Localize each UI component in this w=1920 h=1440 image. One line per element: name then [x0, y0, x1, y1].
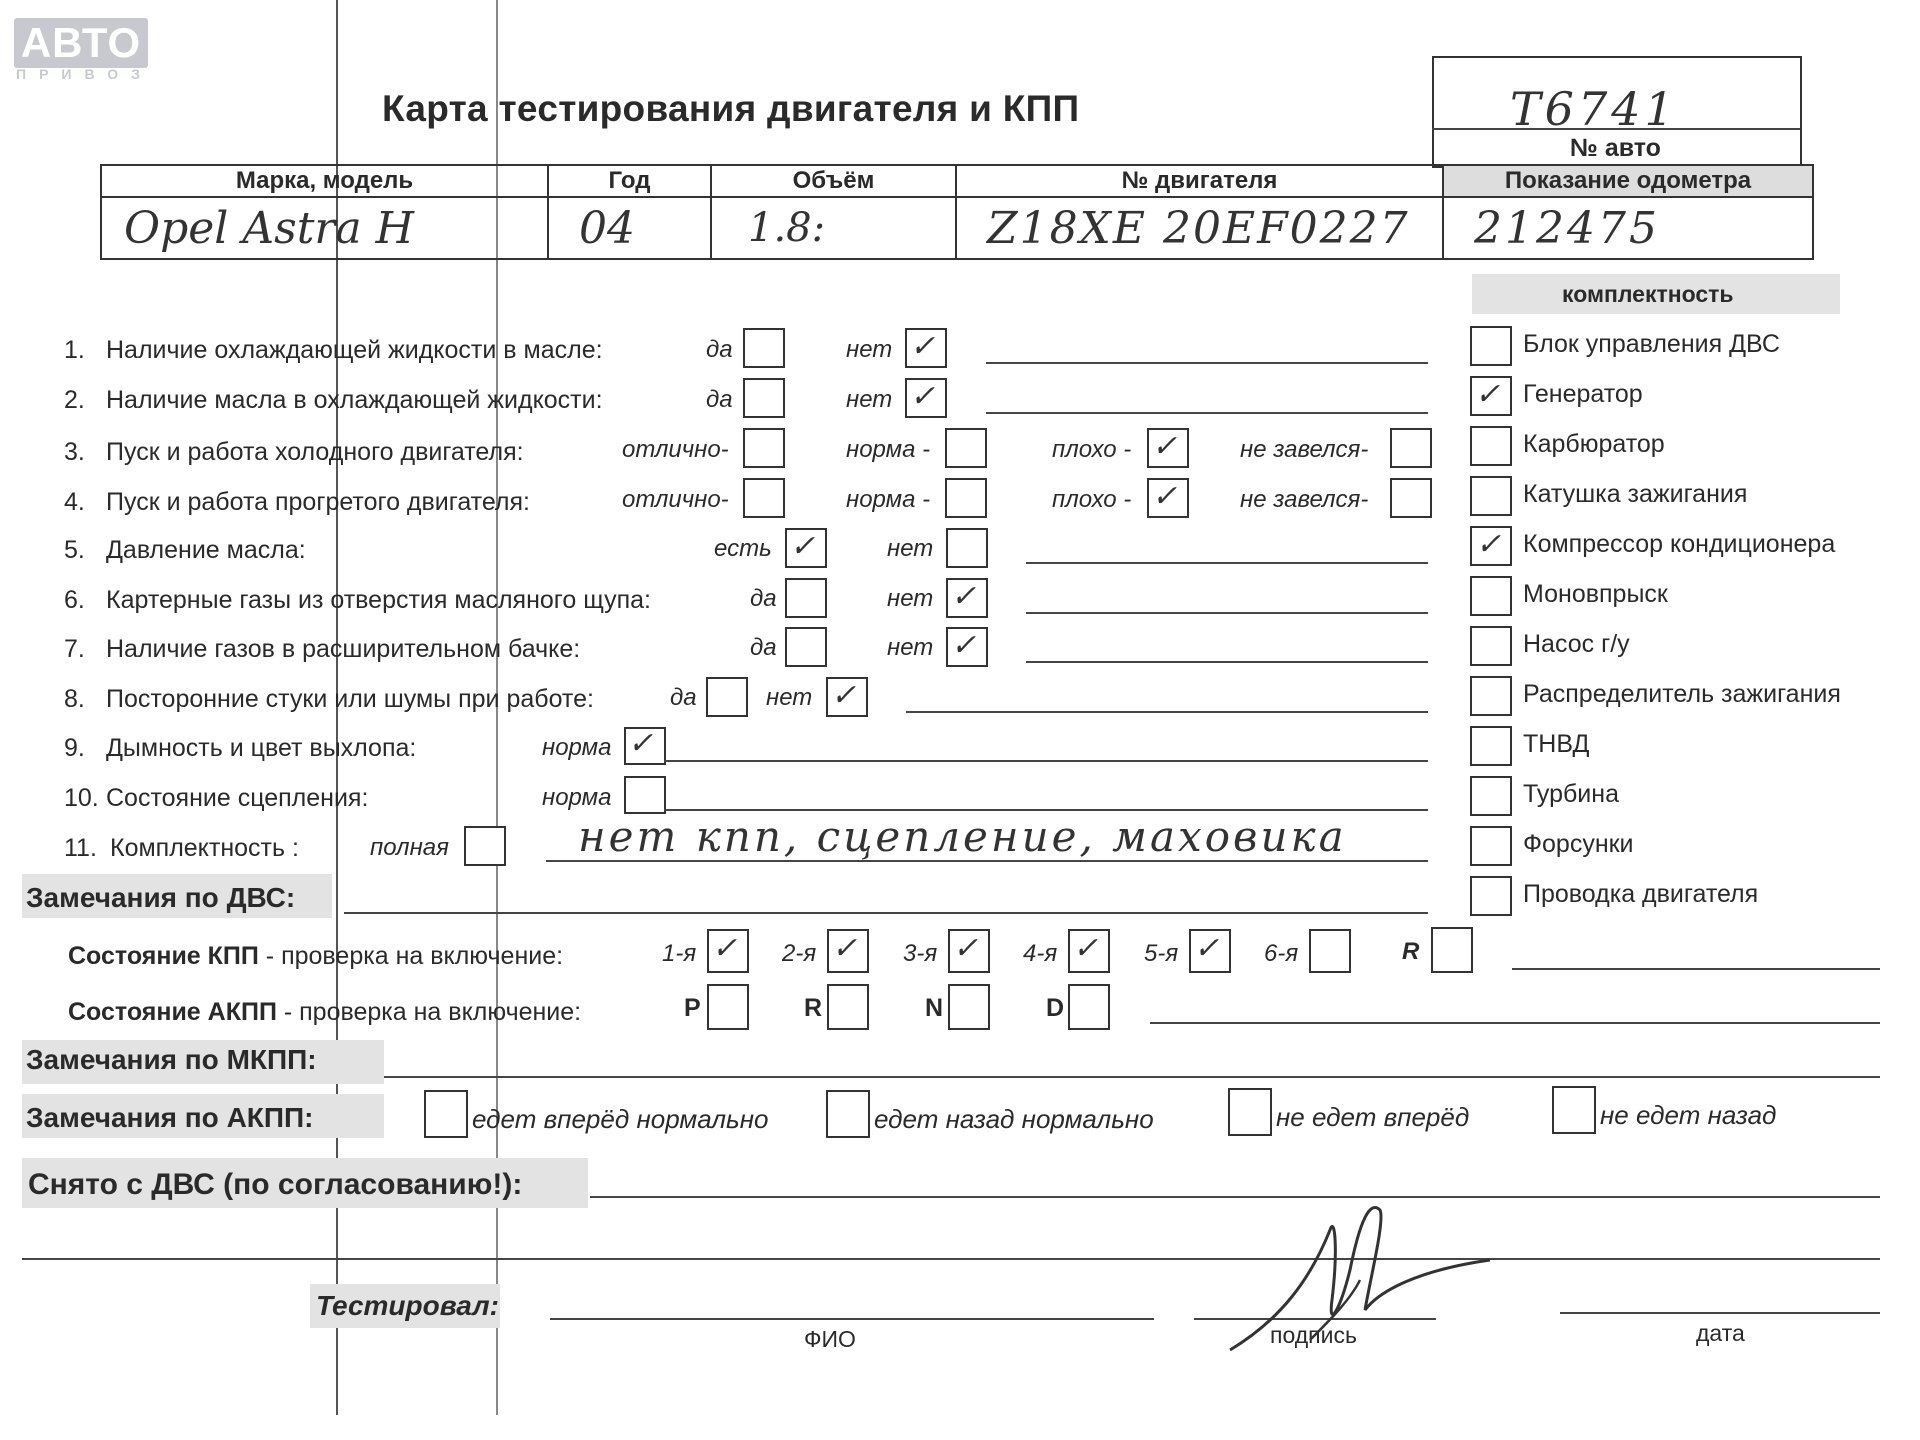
col-header-engine-number: № двигателя — [956, 165, 1443, 197]
option-label: да — [750, 634, 777, 661]
question-text: Дымность и цвет выхлопа: — [106, 734, 417, 762]
gear-label: 4-я — [1023, 940, 1058, 967]
komplekt-item-label: ТНВД — [1523, 730, 1590, 758]
komplekt-item-label: Форсунки — [1523, 830, 1634, 858]
answer-line — [1512, 968, 1880, 970]
zamechaniya-mkpp-label: Замечания по МКПП: — [26, 1044, 317, 1075]
question-number: 10. — [64, 784, 99, 812]
komplekt-title: комплектность — [1562, 281, 1734, 307]
option-label: норма — [542, 784, 612, 811]
check-mark: ✓ — [712, 931, 738, 966]
komplekt-checkbox[interactable] — [1470, 626, 1512, 666]
akpp-label-rest: - проверка на включение: — [276, 998, 582, 1026]
answer-line — [664, 760, 1428, 762]
option-label: да — [706, 336, 733, 363]
value-year: 04 — [548, 197, 711, 259]
option-label: нет — [887, 585, 934, 612]
option-label: плохо - — [1052, 486, 1132, 513]
check-mark: ✓ — [1476, 527, 1502, 562]
option-checkbox[interactable] — [743, 428, 785, 468]
check-mark: ✓ — [831, 678, 857, 713]
akpp-option-checkbox[interactable] — [1228, 1088, 1272, 1136]
avtoprivoz-logo — [14, 18, 148, 68]
value-volume: 1.8: — [711, 197, 956, 259]
akpp-mode-label: P — [684, 994, 701, 1022]
date-line — [1560, 1312, 1880, 1314]
logo-subtext: ПРИВОЗ — [16, 66, 153, 82]
komplekt-item-label: Блок управления ДВС — [1523, 330, 1780, 358]
option-label: отлично- — [622, 436, 729, 463]
gear-label: 3-я — [903, 940, 938, 967]
komplekt-note: нет кпп, сцепление, маховика — [578, 812, 1347, 861]
testiroval-label: Тестировал: — [316, 1290, 499, 1321]
question-number: 5. — [64, 536, 85, 564]
gear-label: 5-я — [1144, 940, 1179, 967]
option-label: не завелся- — [1240, 486, 1369, 513]
akpp-option-label: не едет вперёд — [1276, 1102, 1470, 1132]
option-label: нет — [846, 336, 893, 363]
komplekt-item-label: Моновпрыск — [1523, 580, 1668, 608]
zamechaniya-dvs-label: Замечания по ДВС: — [26, 882, 296, 913]
gear-label: 2-я — [782, 940, 817, 967]
akpp-mode-checkbox[interactable] — [827, 984, 869, 1030]
check-mark: ✓ — [1152, 429, 1178, 464]
akpp-mode-label: D — [1046, 994, 1065, 1022]
komplekt-checkbox[interactable] — [1470, 476, 1512, 516]
komplekt-checkbox[interactable] — [1470, 826, 1512, 866]
answer-line — [344, 912, 1428, 914]
option-checkbox[interactable] — [1390, 428, 1432, 468]
option-label: отлично- — [622, 486, 729, 513]
akpp-option-checkbox[interactable] — [1552, 1086, 1596, 1134]
question-text: Давление масла: — [106, 536, 306, 564]
akpp-mode-label: R — [804, 994, 823, 1022]
option-checkbox[interactable] — [785, 627, 827, 667]
question-text: Картерные газы из отверстия масляного щупа: — [106, 586, 651, 614]
komplekt-checkbox[interactable] — [1470, 426, 1512, 466]
question-number: 4. — [64, 488, 85, 516]
answer-line — [664, 809, 1428, 811]
question-text: Пуск и работа прогретого двигателя: — [106, 488, 530, 516]
option-label: нет — [887, 535, 934, 562]
akpp-option-label: не едет назад — [1600, 1100, 1777, 1130]
gear-checkbox[interactable] — [1309, 929, 1351, 973]
question-number: 2. — [64, 386, 85, 414]
option-label: норма - — [846, 436, 931, 463]
auto-number-label: № авто — [1570, 134, 1661, 162]
akpp-mode-checkbox[interactable] — [707, 984, 749, 1030]
option-label: да — [750, 585, 777, 612]
option-label: не завелся- — [1240, 436, 1369, 463]
kpp-label-bold: Состояние КПП — [68, 942, 259, 970]
komplekt-item-label: Карбюратор — [1523, 430, 1665, 458]
fio-caption: ФИО — [804, 1326, 856, 1352]
signature-scribble — [1220, 1190, 1520, 1370]
option-checkbox[interactable] — [743, 328, 785, 368]
akpp-option-checkbox[interactable] — [826, 1090, 870, 1138]
option-checkbox[interactable] — [743, 378, 785, 418]
option-checkbox[interactable] — [706, 677, 748, 717]
vehicle-info-table — [100, 164, 1814, 260]
option-checkbox[interactable] — [464, 826, 506, 866]
snyato-label: Снято с ДВС (по согласованию!): — [28, 1168, 523, 1201]
signature-caption: подпись — [1270, 1322, 1357, 1348]
komplekt-item-label: Турбина — [1523, 780, 1619, 808]
auto-number-value: T6741 — [1510, 82, 1678, 136]
gear-checkbox[interactable] — [1431, 927, 1473, 973]
check-mark: ✓ — [951, 579, 977, 614]
question-number: 11. — [64, 834, 97, 862]
question-text: Комплектность : — [110, 834, 299, 862]
option-checkbox[interactable] — [785, 578, 827, 618]
komplekt-checkbox[interactable] — [1470, 776, 1512, 816]
value-model: Opel Astra H — [101, 197, 548, 259]
check-mark: ✓ — [953, 931, 979, 966]
question-text: Посторонние стуки или шумы при работе: — [106, 685, 594, 713]
answer-line — [1026, 562, 1428, 564]
answer-line — [986, 362, 1428, 364]
logo-text: АВТО — [20, 19, 142, 66]
komplekt-item-label: Распределитель зажигания — [1523, 680, 1841, 708]
check-mark: ✓ — [910, 379, 936, 414]
option-checkbox[interactable] — [945, 478, 987, 518]
gear-label: 1-я — [662, 940, 697, 967]
komplekt-checkbox[interactable] — [1470, 876, 1512, 916]
question-text: Наличие газов в расширительном бачке: — [106, 635, 581, 663]
question-text: Наличие масла в охлаждающей жидкости: — [106, 386, 603, 414]
check-mark: ✓ — [832, 931, 858, 966]
fio-line — [550, 1318, 1154, 1320]
option-label: нет — [766, 684, 813, 711]
col-header-volume: Объём — [711, 165, 956, 197]
answer-line — [384, 1076, 1880, 1078]
option-label: норма - — [846, 486, 931, 513]
zamechaniya-akpp-label: Замечания по АКПП: — [26, 1102, 314, 1133]
komplekt-checkbox[interactable] — [1470, 326, 1512, 366]
answer-line — [906, 711, 1428, 713]
col-header-model: Марка, модель — [101, 165, 548, 197]
check-mark: ✓ — [1194, 931, 1220, 966]
answer-line — [22, 1258, 1880, 1260]
value-engine-number: Z18XE 20EF0227 — [956, 197, 1443, 259]
question-number: 3. — [64, 438, 85, 466]
date-caption: дата — [1696, 1320, 1745, 1346]
akpp-option-checkbox[interactable] — [424, 1090, 468, 1138]
akpp-label — [68, 998, 581, 1027]
question-number: 1. — [64, 336, 85, 364]
komplekt-item-label: Насос г/у — [1523, 630, 1630, 658]
komplekt-checkbox[interactable] — [1470, 576, 1512, 616]
answer-line — [986, 412, 1428, 414]
answer-line — [546, 860, 1428, 862]
gear-label: R — [1402, 938, 1420, 965]
option-label: есть — [714, 535, 772, 562]
akpp-mode-label: N — [925, 994, 944, 1022]
option-label: нет — [887, 634, 934, 661]
kpp-label — [68, 942, 563, 971]
check-mark: ✓ — [910, 329, 936, 364]
option-label: полная — [370, 834, 449, 861]
akpp-mode-checkbox[interactable] — [948, 984, 990, 1030]
option-label: плохо - — [1052, 436, 1132, 463]
answer-line — [1026, 661, 1428, 663]
check-mark: ✓ — [1073, 931, 1099, 966]
option-checkbox[interactable] — [945, 428, 987, 468]
value-odometer: 212475 — [1443, 197, 1813, 259]
question-text: Пуск и работа холодного двигателя: — [106, 438, 524, 466]
option-label: нет — [846, 386, 893, 413]
komplekt-item-label: Генератор — [1523, 380, 1643, 408]
akpp-option-label: едет назад нормально — [874, 1104, 1154, 1134]
answer-line — [1150, 1022, 1880, 1024]
akpp-mode-checkbox[interactable] — [1068, 984, 1110, 1030]
col-header-odometer: Показание одометра — [1443, 165, 1813, 197]
question-number: 9. — [64, 734, 85, 762]
akpp-option-label: едет вперёд нормально — [472, 1104, 769, 1134]
check-mark: ✓ — [1152, 479, 1178, 514]
col-header-year: Год — [548, 165, 711, 197]
gear-label: 6-я — [1264, 940, 1299, 967]
komplekt-item-label: Компрессор кондиционера — [1523, 530, 1836, 558]
option-checkbox[interactable] — [946, 528, 988, 568]
komplekt-item-label: Катушка зажигания — [1523, 480, 1748, 508]
option-label: да — [670, 684, 697, 711]
question-number: 7. — [64, 635, 85, 663]
komplekt-item-label: Проводка двигателя — [1523, 880, 1759, 908]
komplekt-checkbox[interactable] — [1470, 676, 1512, 716]
page-title: Карта тестирования двигателя и КПП — [382, 88, 1080, 129]
akpp-label-bold: Состояние АКПП — [68, 998, 277, 1026]
option-label: да — [706, 386, 733, 413]
check-mark: ✓ — [628, 726, 654, 761]
question-number: 6. — [64, 586, 85, 614]
question-text: Состояние сцепления: — [106, 784, 369, 812]
komplekt-checkbox[interactable] — [1470, 726, 1512, 766]
option-checkbox[interactable] — [624, 776, 666, 814]
option-label: норма — [542, 734, 612, 761]
option-checkbox[interactable] — [1390, 478, 1432, 518]
kpp-label-rest: - проверка на включение: — [258, 942, 564, 970]
question-text: Наличие охлаждающей жидкости в масле: — [106, 336, 603, 364]
question-number: 8. — [64, 685, 85, 713]
option-checkbox[interactable] — [743, 478, 785, 518]
answer-line — [1026, 612, 1428, 614]
check-mark: ✓ — [790, 529, 816, 564]
check-mark: ✓ — [951, 628, 977, 663]
check-mark: ✓ — [1475, 377, 1501, 412]
